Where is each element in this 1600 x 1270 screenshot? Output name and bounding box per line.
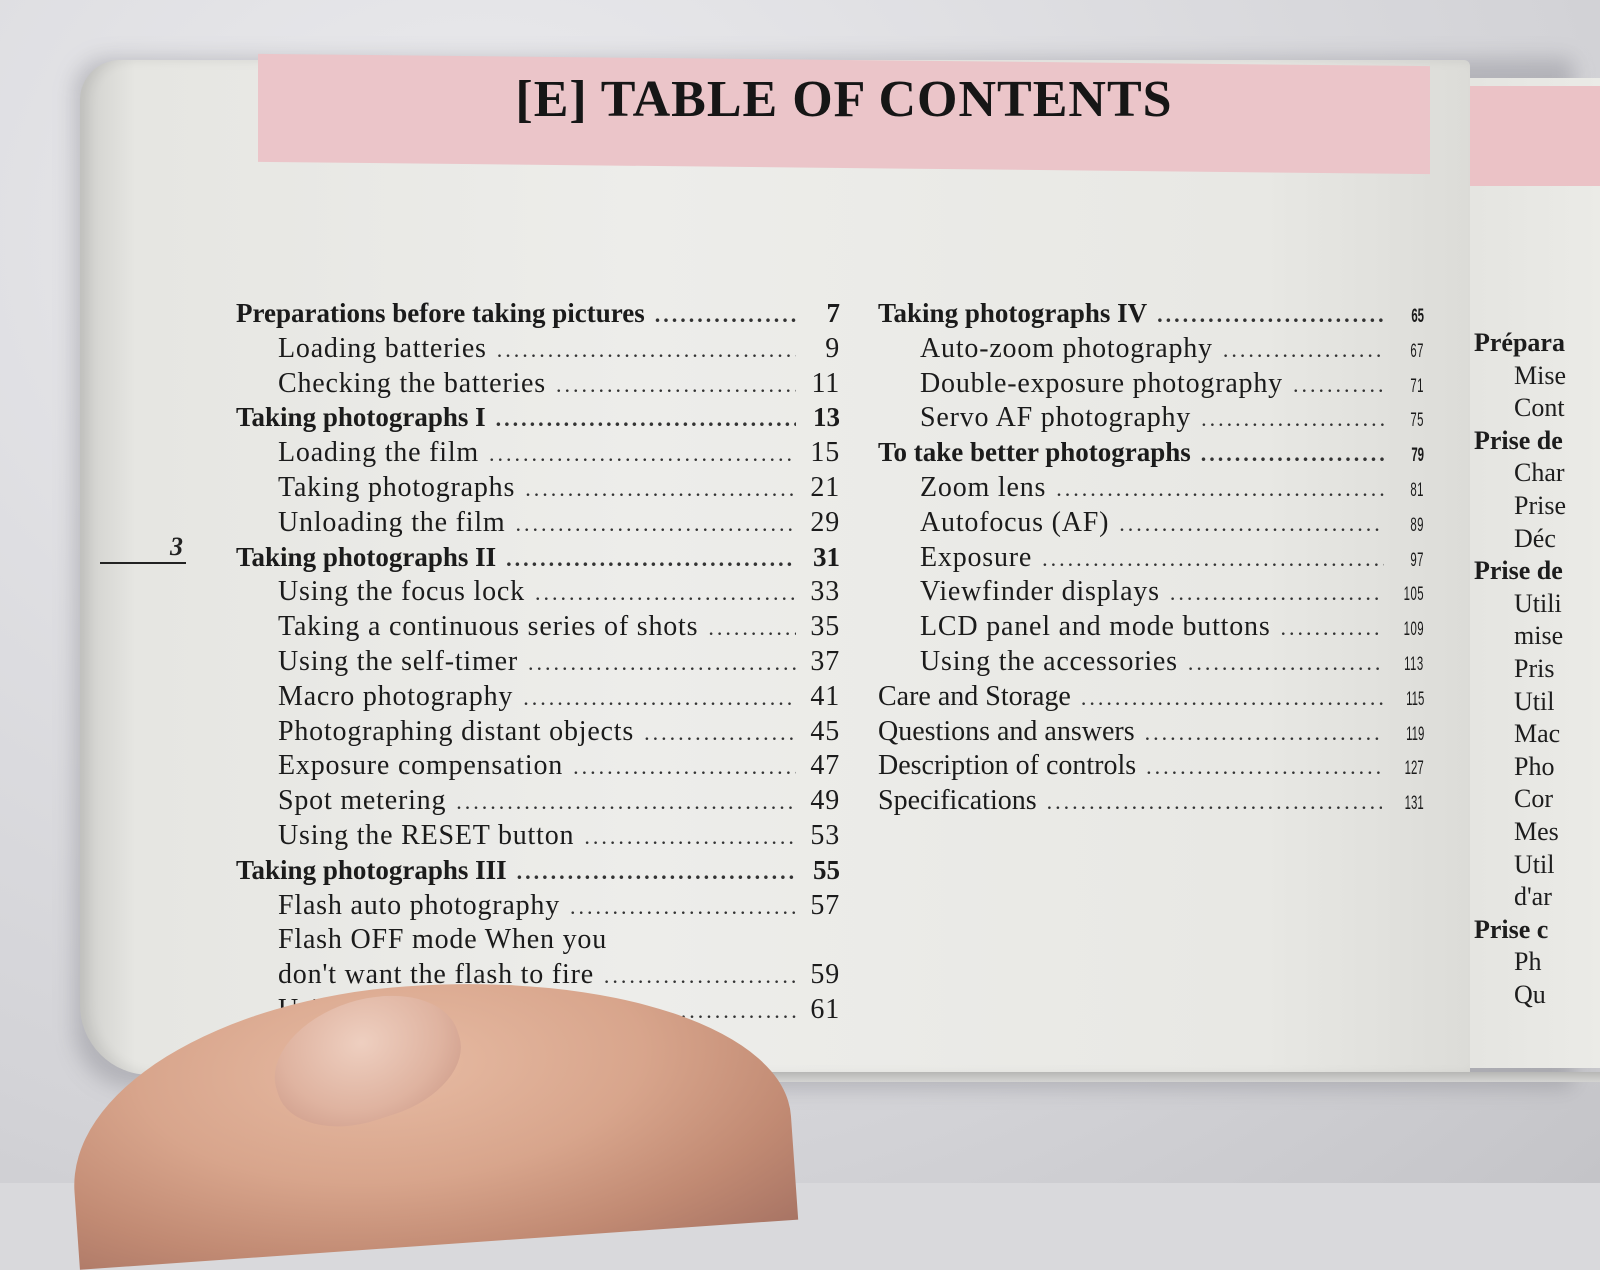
next-page-toc-entry: Prise de [1474, 425, 1563, 455]
next-page-toc-entry: Mac [1514, 719, 1561, 749]
toc-entry-label: Viewfinder displays [920, 576, 1160, 608]
toc-entry-label: Exposure compensation [278, 750, 564, 782]
dot-leader [1293, 372, 1384, 398]
dot-leader [497, 337, 796, 363]
dot-leader [535, 580, 796, 606]
dot-leader [1146, 754, 1382, 780]
dot-leader [604, 963, 796, 989]
toc-entry [878, 472, 1424, 507]
next-page-toc [1474, 328, 1600, 1012]
toc-entry-page: 115 [1405, 688, 1424, 710]
toc-entry-label: Specifications [878, 785, 1037, 817]
next-page-toc-entry: Pho [1514, 751, 1555, 781]
next-page-toc-entry: Prise [1514, 490, 1566, 520]
toc-entry-page: 65 [1411, 306, 1424, 327]
toc-entry [878, 402, 1424, 437]
dot-leader [1223, 337, 1384, 363]
margin-page-number: 3 [170, 532, 183, 561]
toc-entry-label: Double-exposure photography [920, 367, 1283, 399]
toc-entry [236, 298, 840, 333]
toc-entry [236, 924, 840, 994]
toc-entry-page: 33 [810, 576, 840, 608]
toc-entry-label: Taking photographs [278, 471, 516, 503]
toc-entry-page: 37 [810, 645, 840, 677]
next-page-toc-entry: Ph [1514, 947, 1542, 977]
toc-left-column [236, 298, 840, 1029]
toc-entry-label: Unloading the film [278, 506, 506, 538]
toc-entry-page: 105 [1403, 584, 1424, 606]
margin-marker-line [100, 562, 186, 564]
toc-entry-label: Servo AF photography [920, 402, 1192, 434]
toc-entry-label: LCD panel and mode buttons [920, 611, 1271, 643]
dot-leader [1042, 546, 1384, 572]
toc-entry-label: Taking photographs I [236, 402, 486, 433]
dot-leader [1119, 511, 1384, 537]
next-page-toc-entry: Util [1514, 686, 1555, 716]
next-page-toc-entry: Déc [1514, 523, 1556, 553]
next-page-toc-entry: mise [1514, 621, 1564, 651]
toc-entry [878, 298, 1424, 333]
toc-entry-label: Using the RESET button [278, 819, 575, 851]
toc-right-column [878, 298, 1424, 820]
dot-leader [644, 720, 796, 746]
dot-leader [1201, 406, 1384, 432]
dot-leader [528, 650, 796, 676]
toc-entry-label: Flash OFF mode When you [278, 924, 607, 956]
dot-leader [556, 372, 796, 398]
toc-entry-label: Zoom lens [920, 471, 1047, 503]
toc-entry-page: 97 [1410, 549, 1424, 571]
next-page-toc-entry: Cont [1514, 393, 1565, 423]
dot-leader [489, 441, 796, 467]
dot-leader [1170, 580, 1380, 606]
dot-leader [584, 824, 796, 850]
toc-entry-label: Loading batteries [278, 332, 487, 364]
dot-leader [523, 685, 796, 711]
toc-entry [236, 681, 840, 716]
toc-entry-page: 119 [1405, 723, 1424, 745]
next-page-toc-entry: Cor [1514, 784, 1553, 814]
toc-entry-label-continued: don't want the flash to fire [278, 959, 594, 991]
toc-entry-label: Auto-zoom photography [920, 332, 1213, 364]
toc-entry-label: Taking a continuous series of shots [278, 611, 699, 643]
next-page-toc-entry: Prépara [1474, 328, 1565, 357]
page-title: [E] TABLE OF CONTENTS [515, 71, 1173, 128]
toc-entry-page: 35 [810, 611, 840, 643]
toc-entry [878, 368, 1424, 403]
dot-leader [1081, 685, 1384, 711]
toc-entry-label: Taking photographs IV [878, 298, 1148, 328]
toc-entry-page: 59 [810, 959, 840, 991]
toc-entry-page: 127 [1404, 758, 1424, 780]
toc-entry-page: 11 [811, 367, 840, 399]
toc-entry-page: 75 [1410, 410, 1424, 432]
toc-entry [878, 646, 1424, 681]
toc-entry-page: 131 [1404, 793, 1424, 815]
toc-entry [878, 437, 1424, 472]
toc-entry-page: 79 [1411, 445, 1424, 467]
toc-entry [236, 611, 840, 646]
toc-entry-page: 57 [810, 889, 840, 921]
toc-entry-page: 45 [810, 715, 840, 747]
toc-entry-label: Care and Storage [878, 680, 1071, 712]
toc-entry-page: 53 [810, 819, 840, 851]
dot-leader [1201, 441, 1384, 467]
toc-entry-label: Exposure [920, 541, 1033, 573]
dot-leader [1281, 615, 1380, 641]
dot-leader [1145, 720, 1384, 746]
toc-entry [236, 576, 840, 611]
toc-entry [878, 750, 1424, 785]
dot-leader [1188, 650, 1381, 676]
next-page-toc-entry: Pris [1514, 653, 1555, 683]
toc-entry-page: 41 [810, 680, 840, 712]
toc-entry-page: 13 [813, 402, 840, 433]
toc-entry-page: 81 [1410, 479, 1424, 501]
toc-entry [878, 576, 1424, 611]
toc-entry-label: Photographing distant objects [278, 715, 635, 747]
toc-entry [236, 368, 840, 403]
toc-entry [236, 402, 840, 437]
dot-leader [517, 859, 796, 885]
dot-leader [708, 615, 796, 641]
toc-entry-page: 7 [826, 298, 840, 328]
toc-entry [236, 507, 840, 542]
toc-entry-page: 21 [810, 471, 840, 503]
toc-entry-label: Spot metering [278, 785, 447, 817]
toc-entry-label: Using the accessories [920, 645, 1178, 677]
next-page-toc-entry: Mes [1514, 816, 1559, 846]
toc-entry [236, 542, 840, 577]
toc-entry-label: Taking photographs III [236, 854, 507, 885]
toc-entry-label: Flash auto photography [278, 889, 561, 921]
dot-leader [496, 406, 796, 432]
toc-entry [236, 472, 840, 507]
toc-entry-page: 31 [813, 541, 840, 572]
toc-entry [236, 855, 840, 890]
toc-entry-label: Autofocus (AF) [920, 506, 1110, 538]
toc-entry-page: 47 [810, 750, 840, 782]
toc-entry-page: 89 [1410, 514, 1424, 536]
toc-entry-page: 55 [813, 854, 840, 885]
toc-entry [236, 820, 840, 855]
toc-entry [236, 716, 840, 751]
dot-leader [506, 546, 796, 572]
toc-entry [878, 681, 1424, 716]
next-page-toc-entry: Utili [1514, 588, 1562, 618]
dot-leader [655, 302, 796, 328]
toc-entry-page: 67 [1410, 340, 1424, 362]
toc-entry-page: 29 [810, 506, 840, 538]
toc-entry-page: 109 [1403, 619, 1424, 641]
toc-entry [236, 785, 840, 820]
toc-entry-label: To take better photographs [878, 437, 1191, 468]
toc-entry [236, 437, 840, 472]
toc-entry-label: Using the focus lock [278, 576, 525, 608]
toc-entry-page: 15 [810, 437, 840, 469]
dot-leader [1157, 302, 1384, 328]
next-page-toc-entry: Qu [1514, 979, 1546, 1009]
toc-entry-label: Description of controls [878, 750, 1137, 782]
toc-entry [236, 646, 840, 681]
toc-entry-label: Preparations before taking pictures [236, 298, 645, 328]
toc-entry-label: Checking the batteries [278, 367, 546, 399]
next-page-toc-entry: Util [1514, 849, 1555, 879]
toc-entry-page: 113 [1404, 653, 1424, 675]
dot-leader [515, 511, 796, 537]
toc-entry [878, 785, 1424, 820]
toc-entry [878, 611, 1424, 646]
toc-entry-page: 9 [825, 332, 840, 364]
toc-entry [878, 542, 1424, 577]
toc-entry-label: Macro photography [278, 680, 514, 712]
toc-entry-page: 49 [810, 785, 840, 817]
dot-leader [456, 789, 796, 815]
dot-leader [573, 754, 796, 780]
toc-entry [236, 890, 840, 925]
next-page-header-band [1470, 86, 1600, 186]
toc-entry [236, 333, 840, 368]
next-page-toc-entry: Mise [1514, 360, 1566, 390]
toc-entry [878, 333, 1424, 368]
next-page-toc-entry: Prise de [1474, 556, 1563, 586]
toc-entry-label: Taking photographs II [236, 541, 497, 572]
dot-leader [570, 894, 796, 920]
dot-leader [1047, 789, 1383, 815]
dot-leader [1056, 476, 1384, 502]
toc-entry-label: Questions and answers [878, 715, 1135, 747]
toc-entry-page: 71 [1410, 375, 1424, 397]
dot-leader [525, 476, 796, 502]
toc-entry-page: 61 [810, 993, 840, 1025]
toc-entry [878, 716, 1424, 751]
toc-entry-label: Loading the film [278, 437, 479, 469]
next-page-toc-entry: d'ar [1514, 882, 1552, 912]
toc-entry-label: Using the self-timer [278, 645, 518, 677]
next-page-toc-entry: Prise c [1474, 914, 1549, 944]
toc-entry [878, 507, 1424, 542]
next-page-toc-entry: Char [1514, 458, 1565, 488]
toc-entry [236, 750, 840, 785]
